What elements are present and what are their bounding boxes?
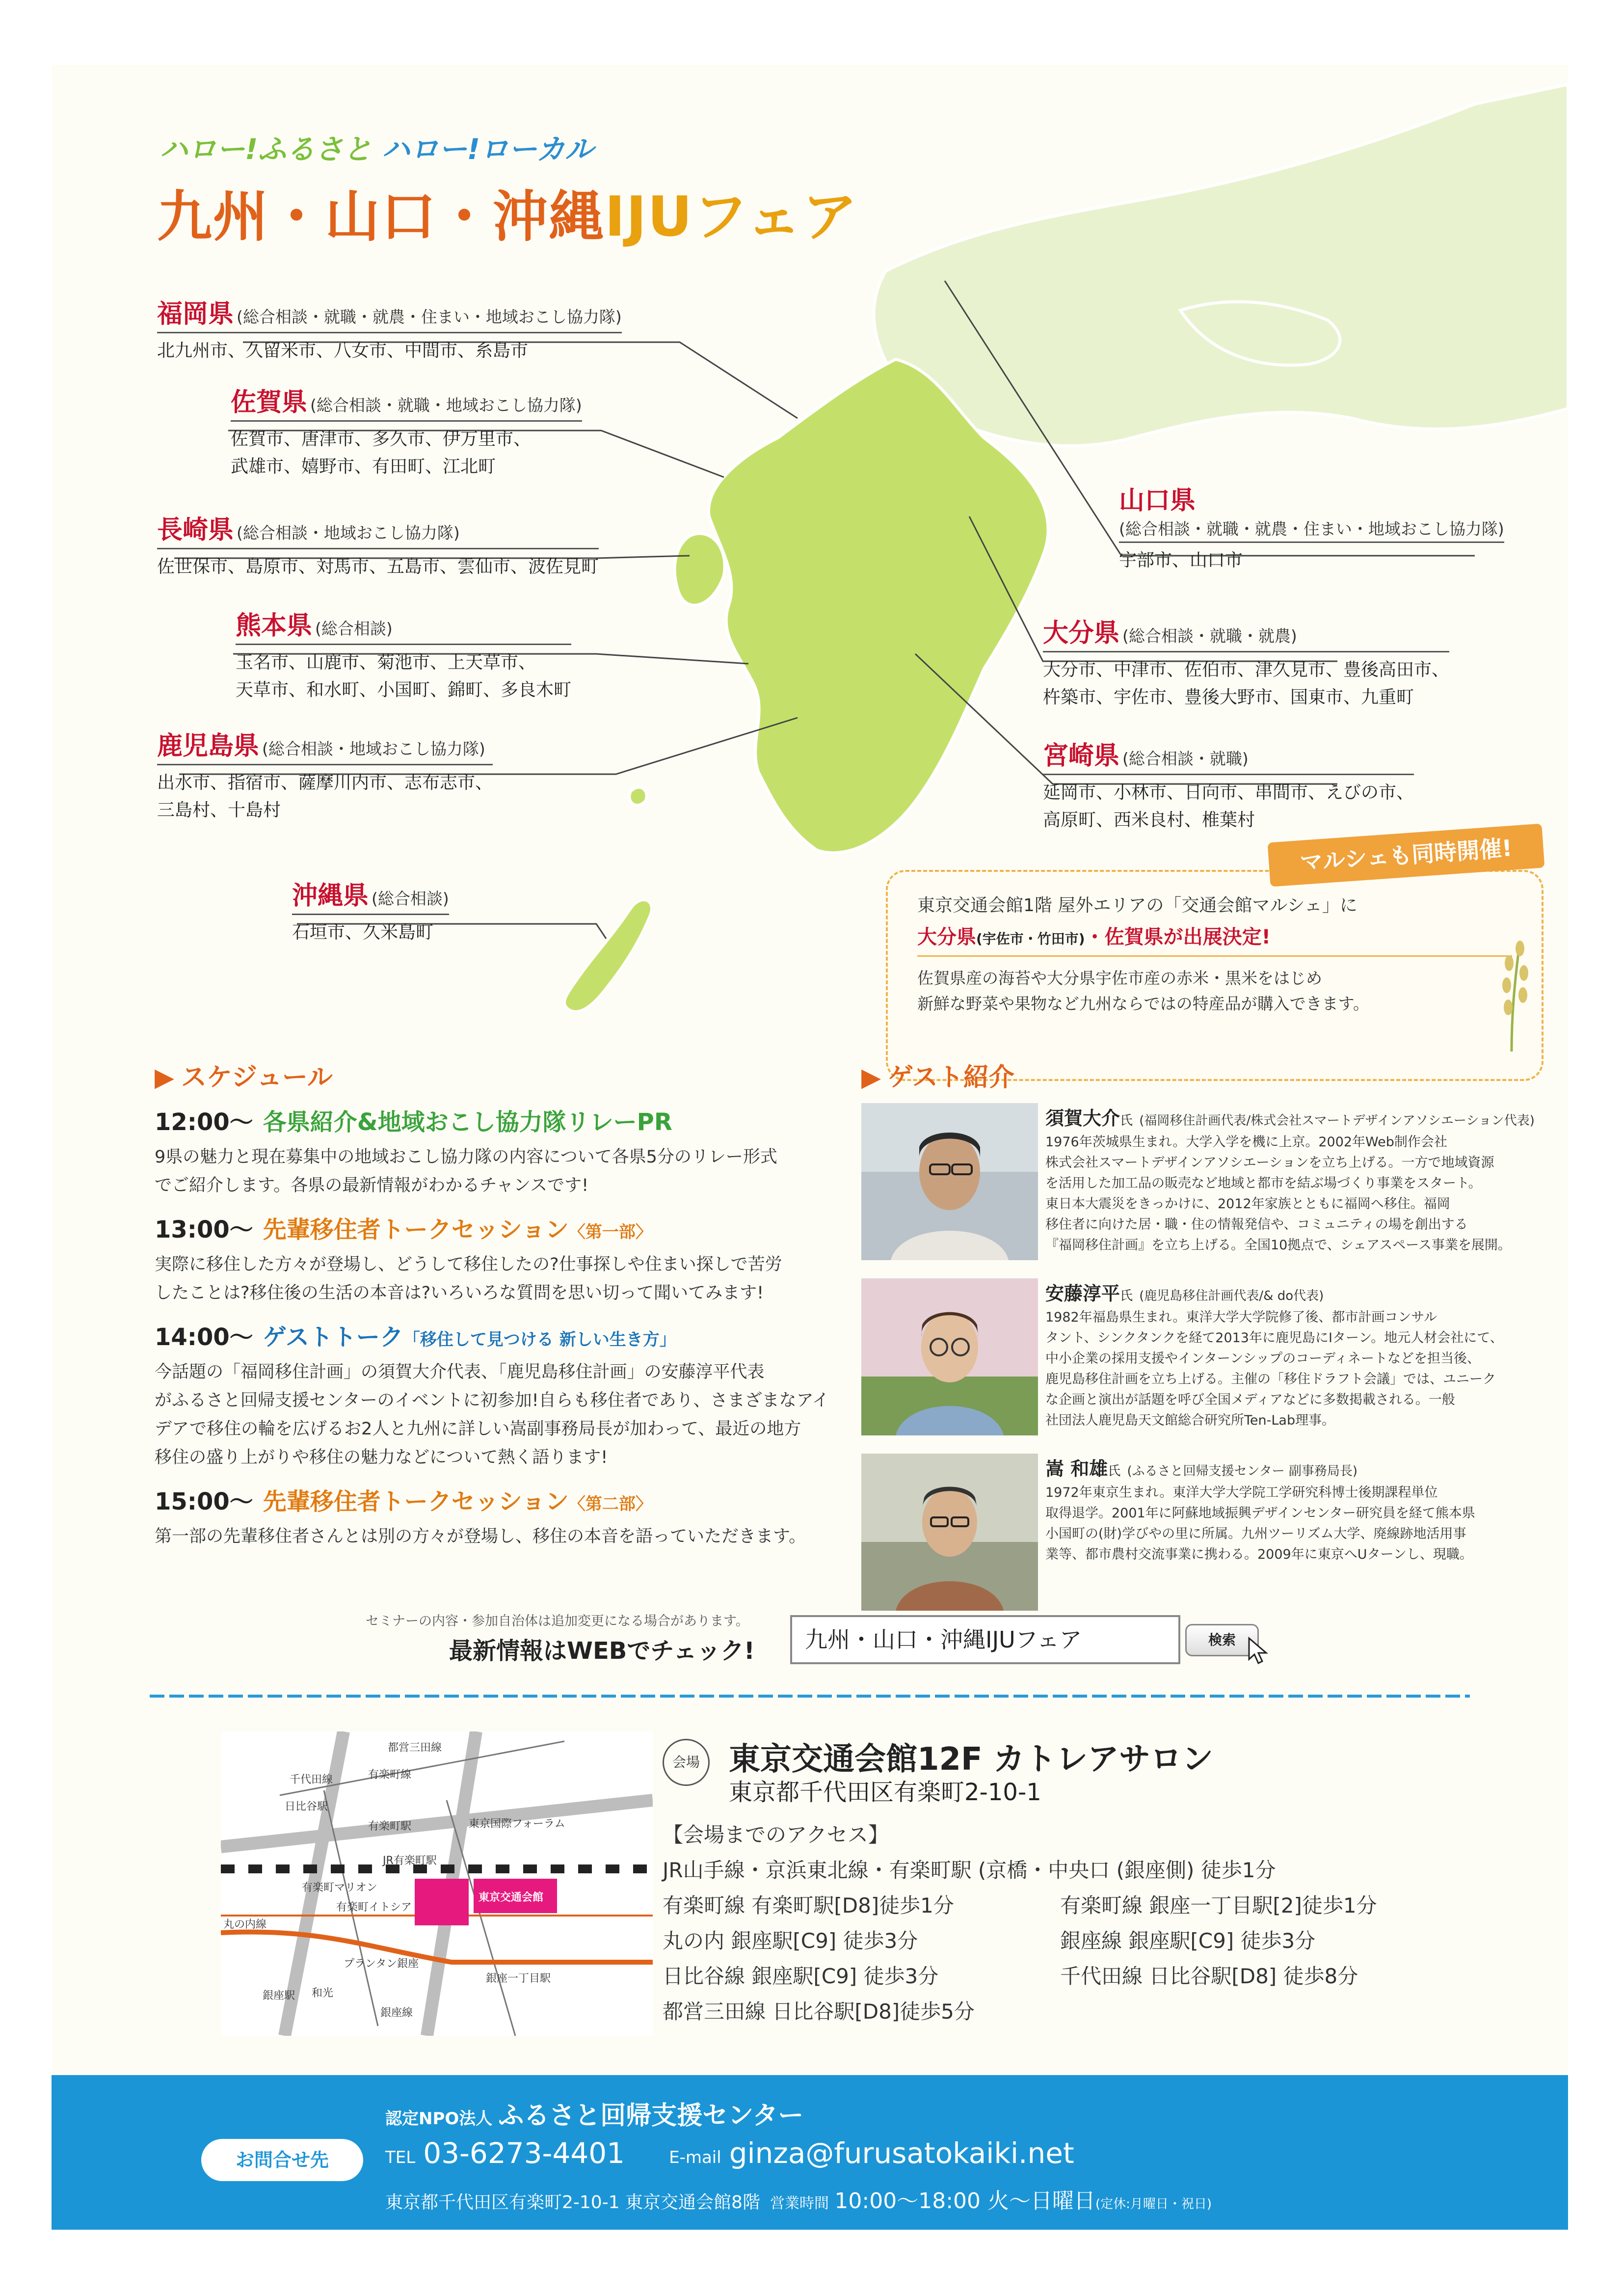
access-row	[663, 1959, 1377, 1994]
flyer	[52, 65, 1568, 2230]
pref-name: 佐賀県	[231, 388, 308, 417]
guest-card	[861, 1454, 1548, 1623]
pref-services: (総合相談・地域おこし協力隊)	[262, 739, 485, 758]
fair-title-iju: IJUフェア	[605, 185, 858, 249]
tel-link[interactable]: 03-6273-4401	[423, 2136, 625, 2170]
schedule-body: 今話題の「福岡移住計画」の須賀大介代表、「鹿児島移住計画」の安藤淳平代表 がふるさと回帰支援センターのイベントに初参加!自らも移住者であり、さまざまなアイ デアで移住の輪を広げるお2人と九州に詳しい嵩副事務局長が加わって、最近の地方 移住の盛り上がりや移住の魅力などについて熱く語ります!	[155, 1362, 829, 1467]
marche-box	[886, 870, 1543, 1081]
web-cta: 最新情報はWEBでチェック!	[449, 1637, 755, 1665]
pref-cities: 石垣市、久米島町	[292, 922, 434, 943]
schedule-time: 13:00〜	[155, 1216, 253, 1243]
access-route: 千代田線 日比谷駅[D8] 徒歩8分	[1060, 1964, 1358, 1988]
schedule-item	[155, 1483, 866, 1551]
email-link[interactable]: ginza@furusatokaiki.net	[729, 2136, 1074, 2170]
map-label: JR有楽町駅	[383, 1855, 437, 1867]
access-info	[663, 1817, 1377, 2029]
guest-photo-ando	[861, 1278, 1038, 1435]
pref-services: (総合相談・就職・就農・住まい・地域おこし協力隊)	[237, 307, 622, 326]
schedule-time: 14:00〜	[155, 1324, 253, 1351]
pref-services: (総合相談)	[315, 619, 393, 638]
rice-icon	[1490, 929, 1534, 1056]
schedule-title: 先輩移住者トークセッション	[263, 1216, 569, 1243]
hello-tagline	[160, 126, 593, 167]
map-label: 有楽町線	[368, 1769, 412, 1781]
map-label: 千代田線	[290, 1774, 333, 1786]
map-label: 東京交通会館	[479, 1891, 544, 1904]
map-label: 銀座駅	[263, 1990, 295, 2002]
map-label: 日比谷駅	[285, 1801, 328, 1813]
schedule-subtitle: 〈第二部〉	[568, 1494, 652, 1514]
access-route: JR山手線・京浜東北線・有楽町駅 (京橋・中央口 (銀座側) 徒歩1分	[663, 1858, 1276, 1882]
map-label: 丸の内線	[223, 1918, 267, 1931]
pref-name: 沖縄県	[292, 881, 369, 911]
venue-address: 東京都千代田区有楽町2-10-1	[729, 1779, 1041, 1806]
access-row	[663, 1923, 1377, 1959]
pref-cities: 大分市、中津市、佐伯市、津久見市、豊後高田市、 杵築市、宇佐市、豊後大野市、国東市、九重町	[1043, 660, 1450, 707]
pref-cities: 玉名市、山鹿市、菊池市、上天草市、 天草市、和水町、小国町、錦町、多良木町	[236, 652, 572, 700]
guest-card	[861, 1103, 1548, 1272]
access-route: 都営三田線 日比谷駅[D8]徒歩5分	[663, 1999, 975, 2024]
guest-honorific: 氏	[1108, 1464, 1121, 1479]
pref-name: 福岡県	[157, 299, 234, 329]
pref-cities: 佐賀市、唐津市、多久市、伊万里市、 武雄市、嬉野市、有田町、江北町	[231, 429, 532, 477]
contact-footer	[52, 2075, 1568, 2230]
pref-name: 山口県	[1119, 486, 1196, 515]
fair-title	[157, 173, 858, 252]
pref-nagasaki	[157, 509, 599, 581]
schedule-time: 12:00〜	[155, 1108, 253, 1136]
map-label: 有楽町マリオン	[302, 1882, 377, 1894]
guest-name: 安藤淳平	[1045, 1283, 1120, 1304]
pref-services: (総合相談・就職・地域おこし協力隊)	[310, 396, 582, 415]
pref-fukuoka	[157, 293, 622, 365]
access-row	[663, 1888, 1377, 1923]
hello-furusato: ハロー!ふるさと	[160, 133, 372, 166]
map-label: 都営三田線	[388, 1742, 442, 1754]
map-label: プランタン銀座	[344, 1958, 419, 1970]
pref-name: 長崎県	[157, 515, 234, 545]
schedule-list	[155, 1103, 866, 1562]
change-note: セミナーの内容・参加自治体は追加変更になる場合があります。	[366, 1614, 749, 1629]
marche-oita: 大分県	[917, 926, 976, 948]
access-row	[663, 1994, 1377, 2029]
pref-name: 鹿児島県	[157, 731, 260, 761]
guest-role: (ふるさと回帰支援センター 副事務局長)	[1127, 1464, 1357, 1479]
pref-kumamoto	[236, 605, 571, 704]
guest-list	[861, 1103, 1548, 1629]
pref-services: (総合相談・就職)	[1122, 749, 1249, 768]
search-button[interactable]: 検索	[1185, 1624, 1259, 1656]
pref-cities: 宇部市、山口市	[1119, 550, 1243, 570]
schedule-item	[155, 1318, 866, 1472]
pref-name: 宮崎県	[1043, 741, 1120, 771]
pref-services: (総合相談)	[372, 889, 449, 908]
guest-role: (鹿児島移住計画代表/& do代表)	[1139, 1289, 1324, 1303]
map-label: 銀座一丁目駅	[486, 1972, 551, 1985]
pref-cities: 出水市、指宿市、薩摩川内市、志布志市、 三島村、十島村	[157, 773, 493, 820]
okinawa-land	[565, 900, 651, 1011]
venue-access-map	[221, 1731, 653, 2036]
access-route: 日比谷線 銀座駅[C9] 徒歩3分	[663, 1964, 939, 1988]
guest-photo-kasa	[861, 1454, 1038, 1611]
access-route: 銀座線 銀座駅[C9] 徒歩3分	[1060, 1929, 1316, 1953]
pref-okinawa	[292, 875, 449, 946]
guest-role: (福岡移住計画代表/株式会社スマートデザインアソシエーション代表)	[1139, 1113, 1535, 1128]
map-label: 和光	[312, 1987, 334, 1999]
guest-photo-suga	[861, 1103, 1038, 1260]
pref-miyazaki	[1043, 735, 1414, 834]
pref-cities: 佐世保市、島原市、対馬市、五島市、雲仙市、波佐見町	[157, 557, 599, 577]
guest-bio: 1972年東京生まれ。東洋大学大学院工学研究科博士後期課程単位 取得退学。2001年に阿蘇地域振興デザインセンター研究員を経て熊本県 小国町の(財)学びやの里に所属。九州ツーリズム大学、廃線跡地活用事 業等、都市農村交流事業に携わる。2009年に東京へUターンし、現職。	[1045, 1485, 1475, 1562]
fair-title-region: 九州・山口・沖縄	[157, 185, 605, 249]
schedule-subtitle: 〈第一部〉	[568, 1222, 652, 1242]
marche-body: 佐賀県産の海苔や大分県宇佐市産の赤米・黒米をはじめ 新鮮な野菜や果物など九州ならではの特産品が購入できます。	[917, 969, 1370, 1013]
guest-bio: 1982年福島県生まれ。東洋大学大学院修了後、都市計画コンサル タント、シンクタンクを経て2013年に鹿児島にIターン。地元人材会社にて、 中小企業の採用支援やインターンシップのコーディネートなどを担当後、 鹿児島移住計画を立ち上げる。主催の「移住ドラフト会議」では、ユニーク な企画と演出が話題を呼び全国メディアなどに多数掲載される。一般 社団法人鹿児島天文館総合研究所Ten-Lab理事。	[1045, 1310, 1503, 1428]
section-divider	[150, 1695, 1470, 1698]
pref-cities: 延岡市、小林市、日向市、串間市、えびの市、 高原町、西米良村、椎葉村	[1043, 783, 1414, 830]
schedule-title: 各県紹介&地域おこし協力隊リレーPR	[263, 1108, 672, 1136]
schedule-item	[155, 1103, 866, 1200]
schedule-title: 先輩移住者トークセッション	[263, 1488, 569, 1515]
access-route: 丸の内 銀座駅[C9] 徒歩3分	[663, 1929, 918, 1953]
pref-name: 大分県	[1043, 619, 1120, 648]
schedule-body: 9県の魅力と現在募集中の地域おこし協力隊の内容について各県5分のリレー形式 でご紹介します。各県の最新情報がわかるチャンスです!	[155, 1147, 777, 1195]
access-route: 有楽町線 銀座一丁目駅[2]徒歩1分	[1060, 1893, 1377, 1918]
schedule-body: 第一部の先輩移住者さんとは別の方々が登場し、移住の本音を語っていただきます。	[155, 1527, 806, 1546]
pref-services: (総合相談・就職・就農)	[1122, 626, 1297, 646]
honshu-land	[874, 84, 1568, 446]
schedule-time: 15:00〜	[155, 1488, 253, 1515]
pref-kagoshima	[157, 725, 493, 824]
guest-honorific: 氏	[1120, 1289, 1133, 1303]
venue-name: 東京交通会館12F カトレアサロン	[729, 1741, 1214, 1778]
access-route: 有楽町線 有楽町駅[D8]徒歩1分	[663, 1893, 954, 1918]
marche-oita-cities: (宇佐市・竹田市)	[976, 931, 1085, 947]
venue-tag: 会場	[663, 1739, 710, 1786]
schedule-heading: ▶ スケジュール	[155, 1063, 333, 1092]
marche-line2	[917, 921, 1512, 957]
marche-saga: ・佐賀県が出展決定!	[1085, 926, 1271, 948]
pref-saga	[231, 381, 582, 481]
schedule-item	[155, 1211, 866, 1307]
schedule-title: ゲストトーク	[263, 1324, 403, 1351]
access-heading: 【会場までのアクセス】	[663, 1823, 889, 1847]
cursor-icon	[1247, 1636, 1271, 1665]
map-label: 有楽町駅	[368, 1820, 412, 1833]
guest-name: 須賀大介	[1045, 1107, 1120, 1129]
org-address: 東京都千代田区有楽町2-10-1 東京交通会館8階 営業時間 10:00〜18:00 火〜日曜日(定休:月曜日・祝日)	[385, 2188, 1212, 2214]
pref-oita	[1043, 612, 1449, 711]
pref-services: (総合相談・地域おこし協力隊)	[237, 523, 460, 542]
map-label: 東京国際フォーラム	[469, 1818, 565, 1830]
map-label: 有楽町イトシア	[336, 1901, 412, 1914]
guest-card	[861, 1278, 1548, 1448]
pref-cities: 北九州市、久留米市、八女市、中間市、糸島市	[157, 341, 529, 361]
guests-heading: ▶ ゲスト紹介	[861, 1063, 1014, 1092]
pref-services: (総合相談・就職・就農・住まい・地域おこし協力隊)	[1119, 519, 1504, 539]
schedule-subtitle: 「移住して見つける 新しい生き方」	[403, 1330, 676, 1350]
guest-name: 嵩 和雄	[1045, 1458, 1108, 1480]
marche-badge: マルシェも同時開催!	[1268, 824, 1545, 887]
contact-line: TEL 03-6273-4401 E-mail ginza@furusatokaiki.net	[385, 2136, 1074, 2170]
pref-yamaguchi	[1119, 480, 1504, 574]
search-input[interactable]: 九州・山口・沖縄IJUフェア	[790, 1615, 1180, 1664]
hello-local: ハロー!ローカル	[381, 133, 593, 166]
marche-line1: 東京交通会館1階 屋外エリアの「交通会館マルシェ」に	[917, 895, 1357, 916]
contact-label: お問合せ先	[201, 2139, 363, 2181]
pref-name: 熊本県	[236, 611, 313, 641]
access-row	[663, 1853, 1377, 1888]
schedule-body: 実際に移住した方々が登場し、どうして移住したの?仕事探しや住まい探しで苦労 したことは?移住後の生活の本音は?いろいろな質問を思い切って聞いてみます!	[155, 1255, 782, 1303]
guest-bio: 1976年茨城県生まれ。大学入学を機に上京。2002年Web制作会社 株式会社スマートデザインアソシエーションを立ち上げる。一方で地域資源 を活用した加工品の販売など地域と都市を結ぶ場づくり事業をスタート。 東日本大震災をきっかけに、2012年家族とともに福岡へ移住。福岡 移住者に向けた居・職・住の情報発信や、コミュニティの場を創出する 『福岡移住計画』を立ち上げる。全国10拠点で、シェアスペース事業を展開。	[1045, 1134, 1511, 1253]
org-name: 認定NPO法人 ふるさと回帰支援センター	[385, 2101, 804, 2131]
map-label: 銀座線	[380, 2007, 413, 2019]
guest-honorific: 氏	[1120, 1113, 1133, 1128]
